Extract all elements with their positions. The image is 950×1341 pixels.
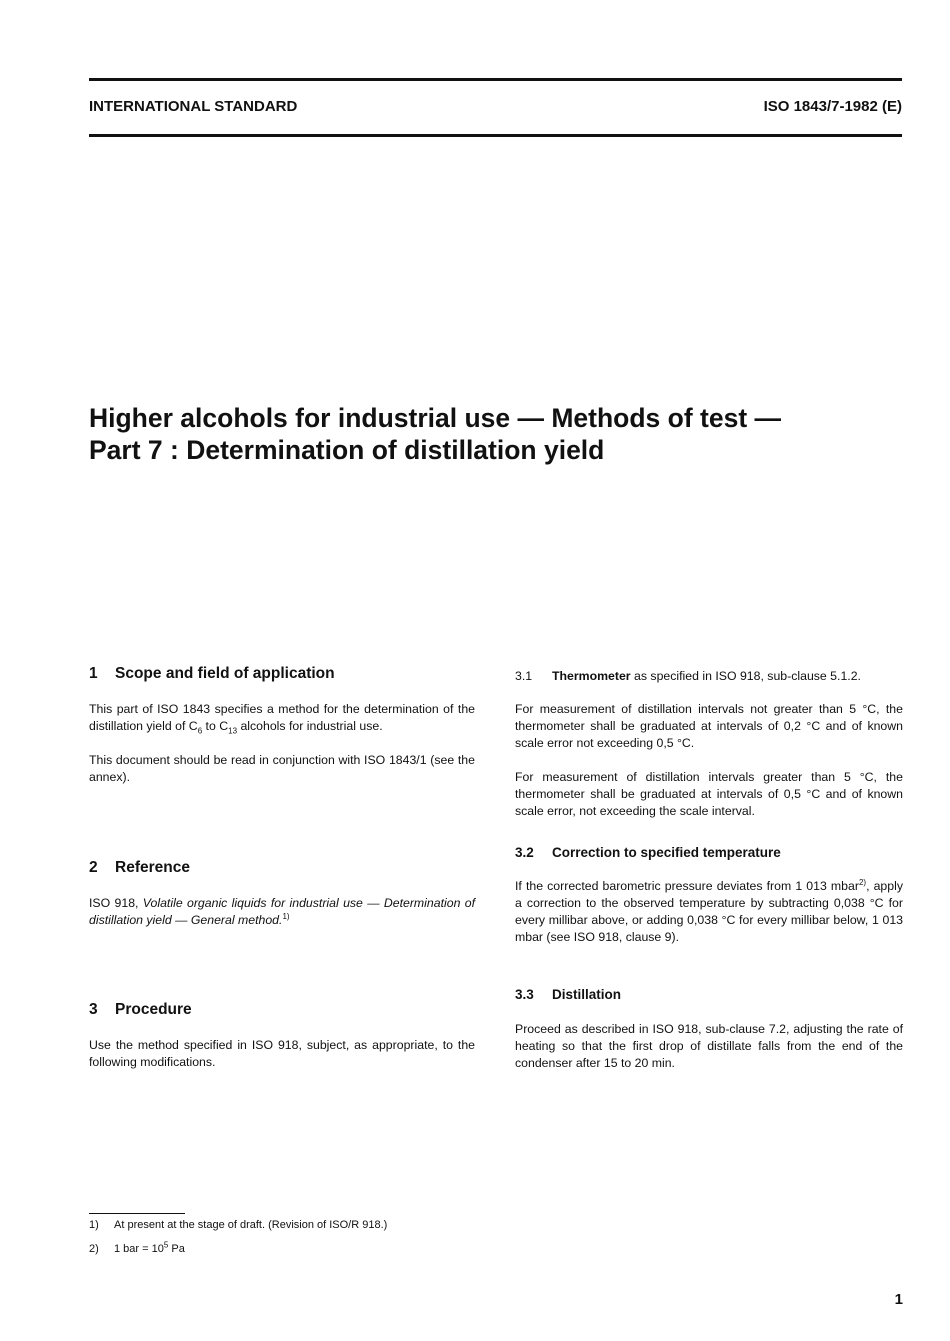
footnote-1: 1) At present at the stage of draft. (Revision of ISO/R 918.) bbox=[89, 1219, 388, 1231]
section-title: Scope and field of application bbox=[115, 665, 335, 682]
subsection-3-3-heading: 3.3 Distillation bbox=[515, 987, 622, 1002]
section-1-paragraph-1: This part of ISO 1843 specifies a method for the determination of the distillation yield of $C_6$ to $C_{13}$ alcohols for industrial use. bbox=[89, 702, 475, 736]
header-standard-label: INTERNATIONAL STANDARD bbox=[89, 98, 298, 115]
header-rule-bottom bbox=[89, 134, 902, 137]
section-3-paragraph-1: Use the method specified in ISO 918, subject, as appropriate, to the following modifications. bbox=[89, 1038, 475, 1069]
header-document-number: ISO 1843/7-1982 (E) bbox=[763, 98, 902, 115]
title-line-2: Part 7 : Determination of distillation yield bbox=[89, 435, 605, 465]
section-number: 3 bbox=[89, 1001, 98, 1018]
page-number: 1 bbox=[894, 1291, 903, 1308]
subsection-3-1-paragraph-1: For measurement of distillation intervals not greater than 5 °C, the thermometer shall be graduated at intervals of 0,2 °C and of known scale error not exceeding 0,5 °C. bbox=[515, 702, 903, 750]
subsection-3-1-heading: 3.1 Thermometer as specified in ISO 918, sub-clause 5.1.2. bbox=[515, 669, 861, 683]
section-1-paragraph-2: This document should be read in conjunction with ISO 1843/1 (see the annex). bbox=[89, 753, 475, 784]
header-rule-top bbox=[89, 78, 902, 81]
subsection-3-1-paragraph-2: For measurement of distillation intervals greater than 5 °C, the thermometer shall be graduated at intervals of 0,5 °C and of known scale error, not exceeding the scale interval. bbox=[515, 770, 903, 818]
section-2-heading bbox=[89, 859, 190, 877]
section-title: Procedure bbox=[115, 1001, 192, 1018]
section-1-heading bbox=[89, 665, 335, 683]
section-3-heading bbox=[89, 1001, 192, 1019]
footnote-divider bbox=[89, 1213, 185, 1214]
footnote-2: 2) 1 bar = $10^5$ Pa bbox=[89, 1240, 185, 1255]
subsection-3-2-paragraph-1: If the corrected barometric pressure deviates from 1 013 mbar$^{2)}$, apply a correction to the observed temperature by subtracting 0,038 °C for every millibar above, or adding 0,038 °C for every millibar below, 1 013 mbar (see ISO 918, clause 9). bbox=[515, 877, 903, 944]
section-2-paragraph-1: ISO 918, Volatile organic liquids for industrial use — Determination of distillation yield — General method.$^{1)}$ bbox=[89, 896, 475, 927]
page-title bbox=[89, 402, 781, 466]
footnote-ref-2: 2) bbox=[858, 877, 867, 887]
title-line-1: Higher alcohols for industrial use — Methods of test — bbox=[89, 403, 782, 433]
section-number: 1 bbox=[89, 665, 98, 682]
section-number: 2 bbox=[89, 859, 98, 876]
subsection-3-3-paragraph-1: Proceed as described in ISO 918, sub-clause 7.2, adjusting the rate of heating so that the first drop of distillate falls from the end of the condenser after 15 to 20 min. bbox=[515, 1022, 903, 1070]
subsection-3-2-heading: 3.2 Correction to specified temperature bbox=[515, 845, 781, 860]
section-title: Reference bbox=[115, 859, 190, 876]
footnote-ref-1: 1) bbox=[282, 911, 290, 921]
reference-title: Volatile organic liquids for industrial use — Determination of distillation yield — General method. bbox=[89, 896, 475, 927]
